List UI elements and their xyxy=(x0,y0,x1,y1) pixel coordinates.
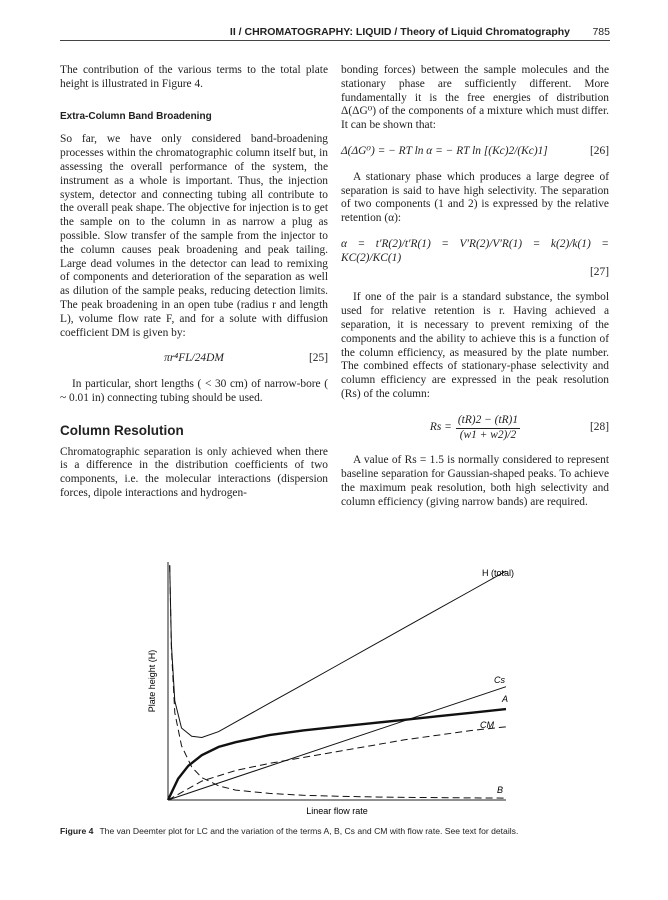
equation-28-lhs: Rs = xyxy=(429,421,452,434)
equation-28-number: [28] xyxy=(590,421,609,434)
figure-caption-text: The van Deemter plot for LC and the variation of the terms A, B, Cs and CM with flow rate. See text for details. xyxy=(99,826,519,836)
equation-28-fraction xyxy=(456,414,520,443)
section-heading-extra-column: Extra-Column Band Broadening xyxy=(60,110,212,122)
right-column xyxy=(341,64,609,522)
y-axis-label: Plate height (H) xyxy=(147,649,157,713)
equation-28-denominator: (w1 + w2)/2 xyxy=(459,428,517,441)
van-deemter-figure xyxy=(147,562,540,820)
van-deemter-chart xyxy=(147,562,540,820)
series-line-cm xyxy=(168,727,506,800)
equation-26 xyxy=(341,145,609,159)
equation-27 xyxy=(341,238,609,279)
equation-28-numerator: (tR)2 − (tR)1 xyxy=(456,414,520,429)
series-label-CM: CM xyxy=(480,720,494,730)
equation-25-body: πr⁴FL/24DM xyxy=(164,352,224,365)
series-line-a xyxy=(168,709,506,800)
paragraph: A stationary phase which produces a large degree of separation is said to have high selectivity. The separation of two components (1 and 2) is expressed by the relative retention (α): xyxy=(341,170,609,225)
paragraph: bonding forces) between the sample molecules and the stationary phase are sufficiently different. More fundamentally it is the free energies of distribution Δ(ΔG⁰) of the components of a mixture which must differ. It can be shown that: xyxy=(341,64,609,132)
series-label-Cs: Cs xyxy=(494,675,505,685)
series-label-B: B xyxy=(497,785,504,795)
figure-caption xyxy=(60,826,620,836)
series-layer xyxy=(168,565,509,800)
equation-26-number: [26] xyxy=(590,144,609,157)
paragraph: A value of Rs = 1.5 is normally considered to represent baseline separation for Gaussian-shaped peaks. To achieve the maximum peak resolution, both high selectivity and column efficiency (giving narrow bands) are required. xyxy=(341,454,609,508)
paragraph: In particular, short lengths ( < 30 cm) of narrow-bore ( ~ 0.01 in) connecting tubing should be used. xyxy=(60,378,328,404)
equation-27-number: [27] xyxy=(590,265,609,278)
equation-28 xyxy=(341,414,609,443)
left-column xyxy=(60,64,328,513)
equation-26-body: Δ(ΔG⁰) = − RT ln α = − RT ln [(Kc)2/(Kc)1] xyxy=(341,144,548,157)
running-header xyxy=(60,26,610,46)
figure-caption-label: Figure 4 xyxy=(60,826,94,836)
header-rule xyxy=(60,40,610,41)
equation-25 xyxy=(60,352,328,366)
series-line-b xyxy=(170,565,509,798)
page-number: 785 xyxy=(592,26,610,38)
series-line-cs xyxy=(168,687,509,800)
paragraph: Chromatographic separation is only achieved when there is a difference in the distribution coefficients of two components, i.e. the molecular interactions (dispersion forces, dipole interactions and hydrogen- xyxy=(60,445,328,499)
series-line-h-total- xyxy=(170,565,509,737)
series-label-H: H (total) xyxy=(482,568,515,578)
x-axis-label: Linear flow rate xyxy=(306,806,368,816)
paragraph: So far, we have only considered band-broadening processes within the chromatographic column itself but, in assessing the overall performance of the system, the instrument as a whole is important. Thus, the injection system, detector and connecting tubing all contribute to the overall peak shape. The objective for injection is to get the sample on to the column in as narrow a plug as possible. Slow transfer of the sample from the injector to the column causes peak broadening and peak tailing. Large dead volumes in the detector can lead to remixing of components and deterioration of the separation as well as dilution of the sample peaks, reducing detection limits. The peak broadening in an open tube (radius r and length L), volume flow rate F, and for a solute with diffusion coefficient DM is given by: xyxy=(60,133,328,339)
series-label-A: A xyxy=(502,694,509,704)
equation-27-body: α = t′R(2)/t′R(1) = V′R(2)/V′R(1) = k(2)/k(1) = KC(2)/KC(1) xyxy=(341,237,609,264)
running-header-title: II / CHROMATOGRAPHY: LIQUID / Theory of Liquid Chromatography xyxy=(229,26,570,38)
equation-25-number: [25] xyxy=(309,352,328,365)
paragraph: If one of the pair is a standard substance, the symbol used for relative retention is r. Having achieved a separation, it is necessary to prevent remixing of the components and the ability to achieve this is a function of the column efficiency, as measured by the plate number. The combined effects of stationary-phase selectivity and column efficiency are expressed in the peak resolution (Rs) of the column: xyxy=(341,291,609,400)
section-heading-column-resolution: Column Resolution xyxy=(60,422,184,438)
paragraph: The contribution of the various terms to the total plate height is illustrated in Figure 4. xyxy=(60,64,328,90)
